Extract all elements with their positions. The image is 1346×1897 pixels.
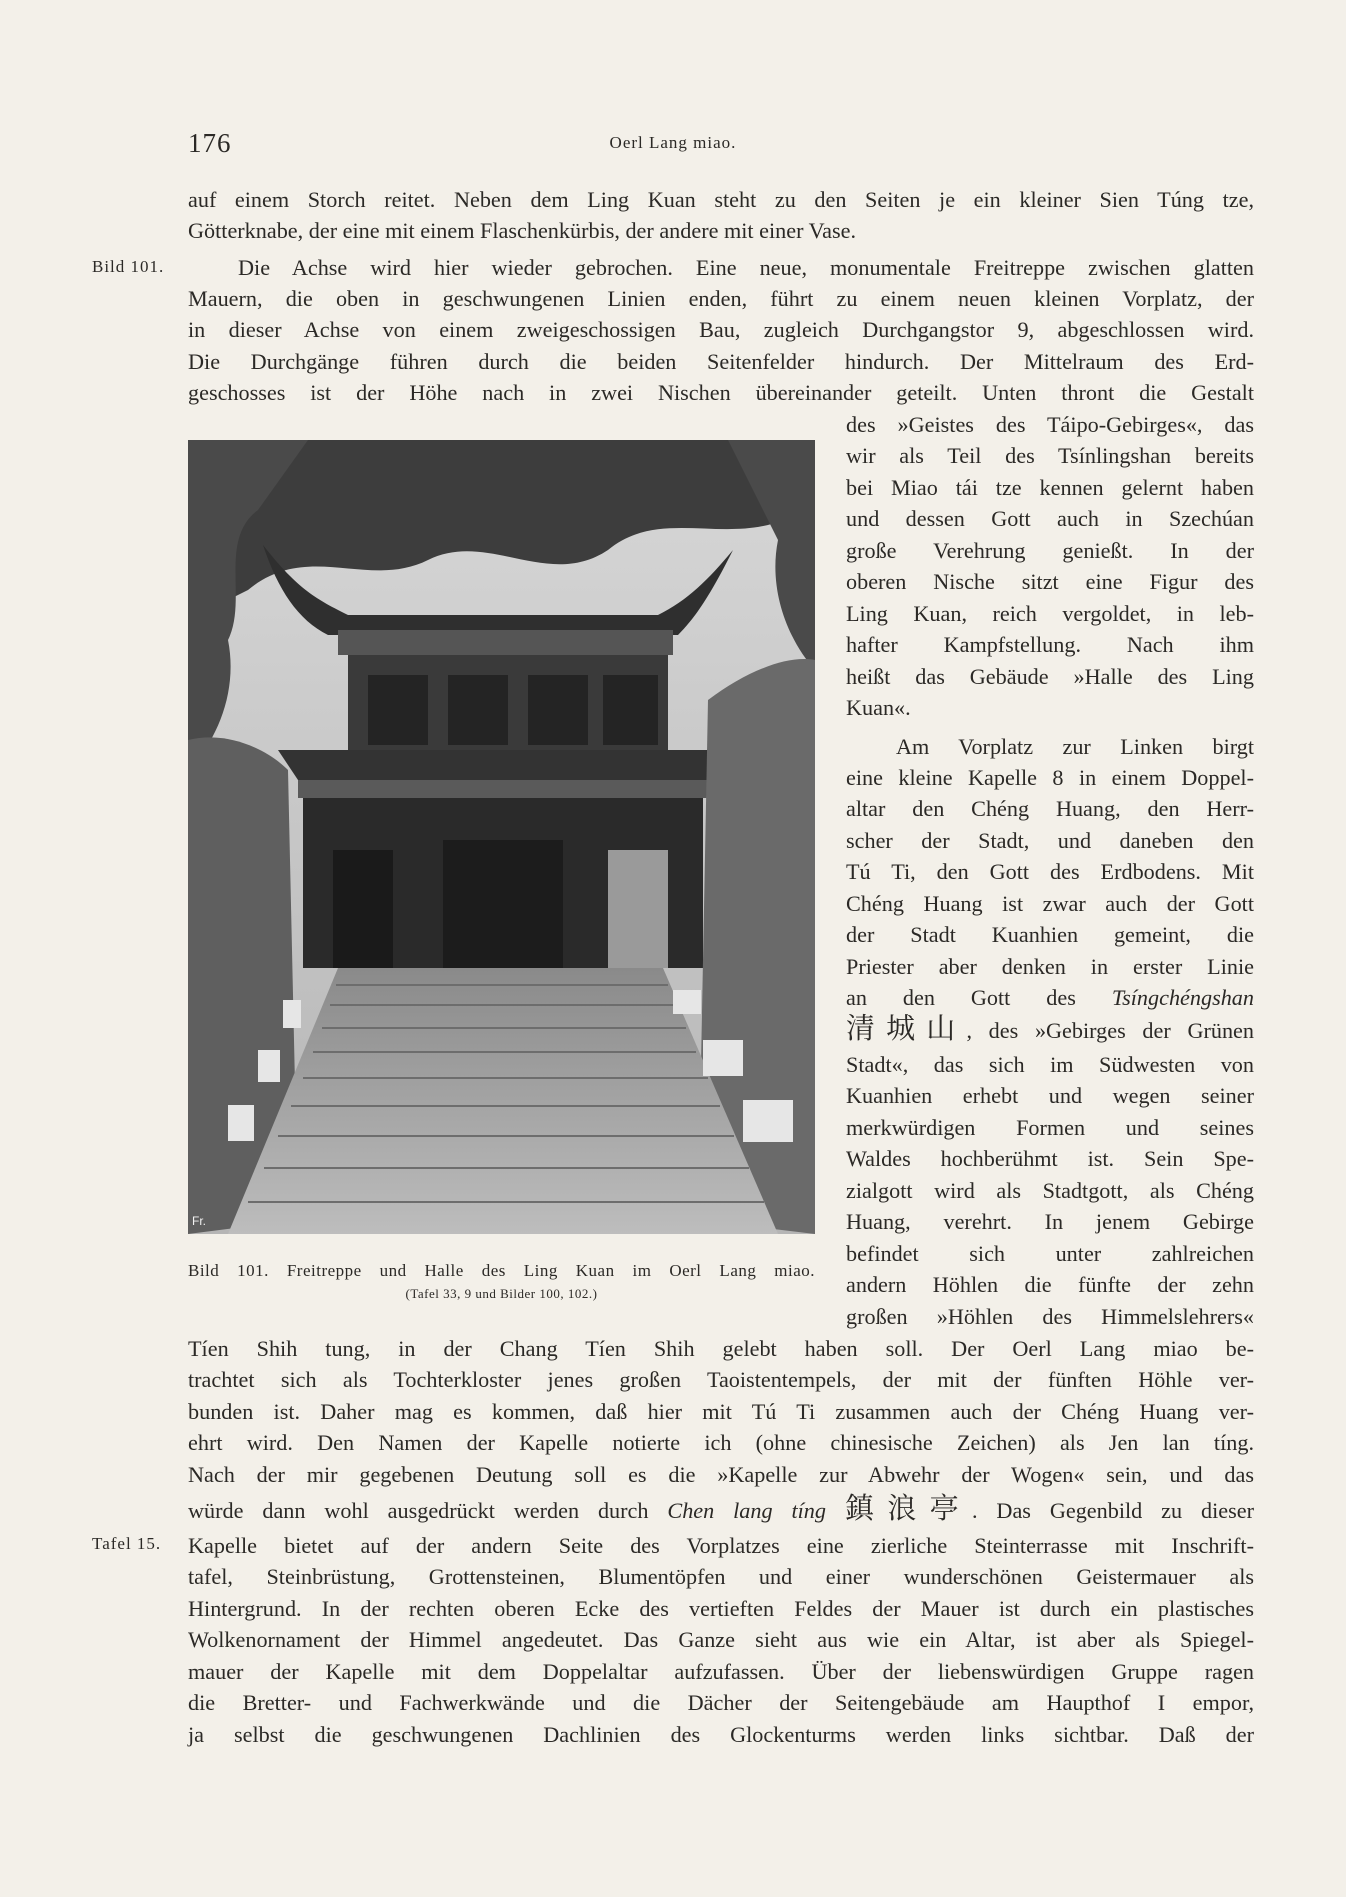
text-line: bei Miao tái tze kennen gelernt haben (846, 475, 1254, 500)
text-span: . Das Gegenbild zu dieser (971, 1498, 1254, 1523)
chinese-characters: 鎮浪亭 (844, 1493, 972, 1525)
text-line: die Bretter- und Fachwerkwände und die Dächer der Seitengebäude am Haupthof I empor, (188, 1690, 1254, 1715)
text-line: in dieser Achse von einem zweigeschossigen Bau, zugleich Durchgangstor 9, abgeschlossen wird. (188, 317, 1254, 342)
text-line: tafel, Steinbrüstung, Grottensteinen, Blumentöpfen und einer wunderschönen Geistermauer als (188, 1564, 1254, 1589)
text-line (188, 1494, 1254, 1526)
text-line: Nach der mir gegebenen Deutung soll es die »Kapelle zur Abwehr der Wogen« sein, und das (188, 1462, 1254, 1487)
text-line: Wolkenornament der Himmel angedeutet. Das Ganze sieht aus wie ein Altar, ist aber als Spiegel- (188, 1627, 1254, 1652)
emphasis-name: Chen lang tíng (667, 1498, 826, 1523)
text-line: Götterknabe, der eine mit einem Flaschenkürbis, der andere mit einer Vase. (188, 218, 857, 243)
text-line: Mauern, die oben in geschwungenen Linien enden, führt zu einem neuen kleinen Vorplatz, der (188, 286, 1254, 311)
text-line: Die Durchgänge führen durch die beiden Seitenfelder hindurch. Der Mittelraum des Erd- (188, 349, 1254, 374)
figure-credit: Fr. (192, 1214, 206, 1228)
text-line: große Verehrung genießt. In der (846, 538, 1254, 563)
text-line: Kuanhien erhebt und wegen seiner (846, 1083, 1254, 1108)
text-line: Kapelle bietet auf der andern Seite des Vorplatzes eine zierliche Steinterrasse mit Inschrift- (188, 1533, 1254, 1558)
figure-photo (188, 440, 815, 1234)
text-line: bunden ist. Daher mag es kommen, daß hier mit Tú Ti zusammen auch der Chéng Huang ver- (188, 1399, 1254, 1424)
text-line: trachtet sich als Tochterkloster jenes großen Taoistentempels, der mit der fünften Höhle ver- (188, 1367, 1254, 1392)
emphasis-name: Tsíngchéngshan (1111, 985, 1254, 1010)
text-line: mauer der Kapelle mit dem Doppelaltar aufzufassen. Über der liebenswürdigen Gruppe ragen (188, 1659, 1254, 1684)
text-line (846, 1014, 1254, 1046)
text-line: heißt das Gebäude »Halle des Ling (846, 664, 1254, 689)
text-line: ehrt wird. Den Namen der Kapelle notierte ich (ohne chinesische Zeichen) als Jen lan tíng. (188, 1430, 1254, 1455)
text-line: Huang, verehrt. In jenem Gebirge (846, 1209, 1254, 1234)
chinese-characters: 清城山 (846, 1013, 967, 1045)
running-head: Oerl Lang miao. (609, 133, 737, 152)
text-line: Hintergrund. In der rechten oberen Ecke des vertieften Feldes der Mauer ist durch ein plastisches (188, 1596, 1254, 1621)
text-span: würde dann wohl ausgedrückt werden durch (188, 1498, 649, 1523)
text-line: und dessen Gott auch in Szechúan (846, 506, 1254, 531)
text-line: altar den Chéng Huang, den Herr- (846, 796, 1254, 821)
margin-note-tafel: Tafel 15. (92, 1534, 162, 1553)
text-line: Chéng Huang ist zwar auch der Gott (846, 891, 1254, 916)
text-line: Stadt«, das sich im Südwesten von (846, 1052, 1254, 1077)
text-line: Tú Ti, den Gott des Erdbodens. Mit (846, 859, 1254, 884)
text-line: Waldes hochberühmt ist. Sein Spe- (846, 1146, 1254, 1171)
text-line: Kuan«. (846, 695, 911, 720)
text-line: Die Achse wird hier wieder gebrochen. Eine neue, monumentale Freitreppe zwischen glatten (238, 255, 1254, 280)
text-line: großen »Höhlen des Himmelslehrers« (846, 1304, 1254, 1329)
text-line: Tíen Shih tung, in der Chang Tíen Shih gelebt haben soll. Der Oerl Lang miao be- (188, 1336, 1254, 1361)
text-line: merkwürdigen Formen und seines (846, 1115, 1254, 1140)
text-span: an den Gott des (846, 985, 1076, 1010)
text-line: ja selbst die geschwungenen Dachlinien des Glockenturms werden links sichtbar. Daß der (188, 1722, 1254, 1747)
text-line: Priester aber denken in erster Linie (846, 954, 1254, 979)
text-span: , des »Gebirges der Grünen (966, 1018, 1254, 1043)
figure-reference: (Tafel 33, 9 und Bilder 100, 102.) (405, 1286, 598, 1301)
page-number: 176 (188, 128, 232, 158)
text-line: Am Vorplatz zur Linken birgt (896, 734, 1254, 759)
figure-caption: Bild 101. Freitreppe und Halle des Ling Kuan im Oerl Lang miao. (188, 1261, 815, 1280)
text-line: geschosses ist der Höhe nach in zwei Nischen übereinander geteilt. Unten thront die Gestalt (188, 380, 1254, 405)
text-line: der Stadt Kuanhien gemeint, die (846, 922, 1254, 947)
text-line: hafter Kampfstellung. Nach ihm (846, 632, 1254, 657)
text-line: andern Höhlen die fünfte der zehn (846, 1272, 1254, 1297)
text-line: des »Geistes des Táipo-Gebirges«, das (846, 412, 1254, 437)
text-line: wir als Teil des Tsínlingshan bereits (846, 443, 1254, 468)
text-line: oberen Nische sitzt eine Figur des (846, 569, 1254, 594)
text-line: zialgott wird als Stadtgott, als Chéng (846, 1178, 1254, 1203)
text-line (846, 982, 1254, 1013)
text-line: befindet sich unter zahlreichen (846, 1241, 1254, 1266)
text-line: eine kleine Kapelle 8 in einem Doppel- (846, 765, 1254, 790)
text-line: auf einem Storch reitet. Neben dem Ling Kuan steht zu den Seiten je ein kleiner Sien Túng tze, (188, 187, 1254, 212)
margin-note-bild: Bild 101. (92, 257, 165, 276)
text-line: scher der Stadt, und daneben den (846, 828, 1254, 853)
text-line: Ling Kuan, reich vergoldet, in leb- (846, 601, 1254, 626)
